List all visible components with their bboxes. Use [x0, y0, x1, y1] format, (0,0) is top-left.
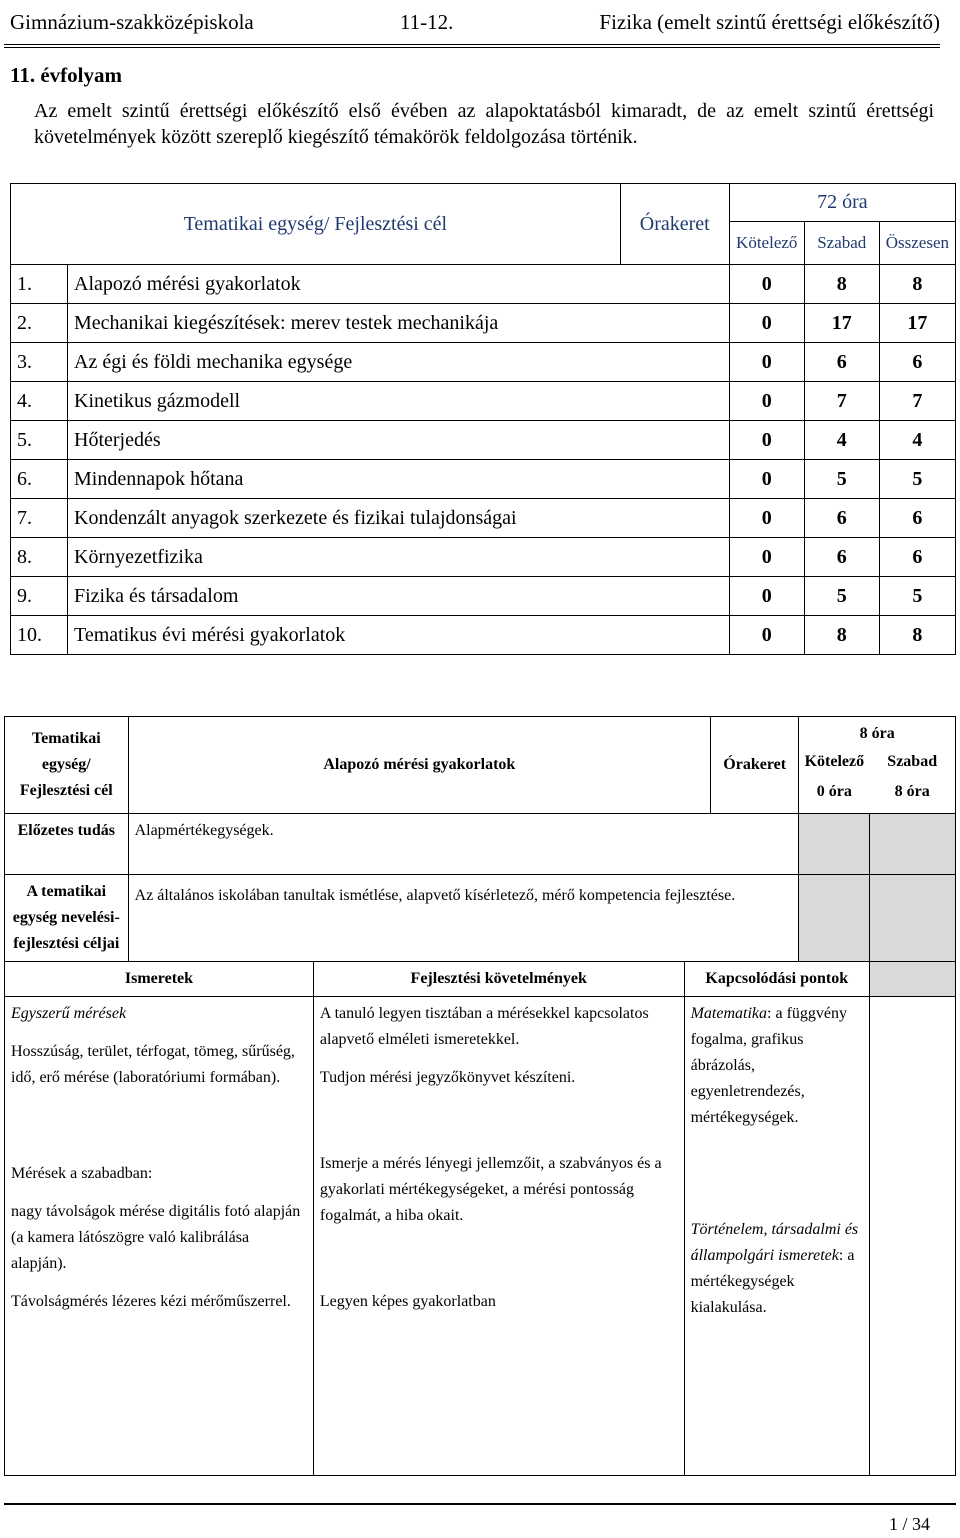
unit-required-hours: 0 óra — [799, 777, 870, 814]
intro-paragraph: Az emelt szintű érettségi előkészítő első évében az alapoktatásból kimaradt, de az emelt szintű érettségi követelmények között szereplő kiegészítő témakörök feldolgozása történik. — [34, 100, 934, 148]
header-course: Fizika (emelt szintű érettségi előkészítő) — [599, 9, 940, 34]
overview-row-required: 0 — [729, 538, 804, 577]
columns-header-row — [5, 962, 956, 997]
overview-row-num: 1. — [11, 265, 68, 304]
overview-row-name: Az égi és földi mechanika egysége — [68, 343, 730, 382]
overview-row-num: 7. — [11, 499, 68, 538]
block2-requirement-1: Ismerje a mérés lényegi jellemzőit, a szabványos és a gyakorlati mértékegységeket, a mérési pontosság fogalmát, a hiba okait. — [319, 1155, 662, 1224]
block2-knowledge-text-2: Távolságmérés lézeres kézi mérőműszerrel. — [11, 1293, 291, 1310]
overview-row-name: Fizika és társadalom — [68, 577, 730, 616]
overview-row-name: Mindennapok hőtana — [68, 460, 730, 499]
overview-row-free: 6 — [804, 343, 879, 382]
overview-row-free: 8 — [804, 616, 879, 655]
overview-row — [11, 382, 956, 421]
prior-label: Előzetes tudás — [5, 814, 129, 875]
col-requirements: Fejlesztési követelmények — [313, 962, 684, 997]
block2-requirement-2: Legyen képes gyakorlatban — [319, 1293, 496, 1310]
overview-table — [10, 183, 956, 655]
block1-knowledge-title: Egyszerű mérések — [11, 1005, 127, 1022]
overview-row-num: 5. — [11, 421, 68, 460]
overview-row-num: 10. — [11, 616, 68, 655]
overview-row-total: 6 — [879, 499, 955, 538]
overview-col-unit: Tematikai egység/ Fejlesztési cél — [11, 184, 621, 265]
overview-row-num: 6. — [11, 460, 68, 499]
overview-total-hours: 72 óra — [729, 184, 955, 222]
goals-text: Az általános iskolában tanultak ismétlése, alapvető kísérletező, mérő kompetencia fejlesztése. — [128, 875, 799, 962]
overview-row-name: Alapozó mérési gyakorlatok — [68, 265, 730, 304]
block2-connection — [691, 1217, 863, 1321]
prior-knowledge-row — [5, 814, 956, 875]
unit-free-label: Szabad — [869, 747, 955, 777]
overview-row — [11, 538, 956, 577]
block1-requirement-2: Tudjon mérési jegyzőkönyvet készíteni. — [319, 1069, 576, 1086]
overview-header-row — [11, 184, 956, 222]
overview-row — [11, 343, 956, 382]
overview-col-hours: Órakeret — [620, 184, 729, 265]
overview-row — [11, 304, 956, 343]
overview-row-required: 0 — [729, 421, 804, 460]
block2-connection-text: : a mértékegységek kialakulása. — [690, 1247, 855, 1316]
block2-knowledge-title: Mérések a szabadban: — [11, 1165, 153, 1182]
overview-row-free: 6 — [804, 538, 879, 577]
prior-gray-cell-2 — [869, 814, 955, 875]
overview-row-total: 5 — [879, 577, 955, 616]
overview-row — [11, 577, 956, 616]
overview-col-free: Szabad — [804, 222, 879, 265]
overview-col-total: Összesen — [879, 222, 955, 265]
requirements-cell — [313, 997, 684, 1476]
overview-row-name: Környezetfizika — [68, 538, 730, 577]
overview-row-required: 0 — [729, 460, 804, 499]
block2-connection-subject: Történelem, társadalmi és állampolgári ismeretek — [690, 1221, 859, 1264]
goals-gray-cell-2 — [869, 875, 955, 962]
overview-row — [11, 499, 956, 538]
overview-row-num: 8. — [11, 538, 68, 577]
overview-row-free: 5 — [804, 577, 879, 616]
overview-row-total: 7 — [879, 382, 955, 421]
overview-row-total: 6 — [879, 538, 955, 577]
overview-row-required: 0 — [729, 343, 804, 382]
page-header — [10, 0, 940, 44]
block2-knowledge-text-1: nagy távolságok mérése digitális fotó alapján (a kamera látószögre való kalibrálása alapján). — [11, 1203, 301, 1272]
unit-header-row — [5, 717, 956, 748]
content-empty-cell — [869, 997, 955, 1476]
col-connections: Kapcsolódási pontok — [684, 962, 869, 997]
year-title: 11. évfolyam — [10, 63, 122, 87]
overview-row-name: Kinetikus gázmodell — [68, 382, 730, 421]
block1-connection-subject: Matematika — [690, 1005, 768, 1022]
block1-requirement-1: A tanuló legyen tisztában a mérésekkel kapcsolatos alapvető elméleti ismeretekkel. — [319, 1005, 649, 1048]
header-rule-2 — [4, 47, 940, 48]
unit-hours-total: 8 óra — [799, 717, 956, 748]
overview-row — [11, 265, 956, 304]
overview-row — [11, 616, 956, 655]
overview-row-required: 0 — [729, 499, 804, 538]
overview-row-free: 17 — [804, 304, 879, 343]
overview-col-required: Kötelező — [729, 222, 804, 265]
overview-row-name: Tematikus évi mérési gyakorlatok — [68, 616, 730, 655]
header-school: Gimnázium-szakközépiskola — [10, 9, 254, 34]
goals-row — [5, 875, 956, 962]
overview-row-name: Mechanikai kiegészítések: merev testek mechanikája — [68, 304, 730, 343]
content-row — [5, 997, 956, 1476]
overview-row-required: 0 — [729, 265, 804, 304]
overview-row-free: 8 — [804, 265, 879, 304]
overview-row-num: 2. — [11, 304, 68, 343]
overview-row-name: Hőterjedés — [68, 421, 730, 460]
page-number: 1 / 34 — [888, 1514, 930, 1534]
overview-row-total: 17 — [879, 304, 955, 343]
unit-table — [4, 716, 956, 1476]
goals-gray-cell-1 — [799, 875, 870, 962]
block1-knowledge-text: Hosszúság, terület, térfogat, tömeg, sűrűség, idő, erő mérése (laboratóriumi formában). — [11, 1043, 295, 1086]
overview-row-required: 0 — [729, 304, 804, 343]
overview-row-free: 7 — [804, 382, 879, 421]
overview-row-required: 0 — [729, 577, 804, 616]
prior-text: Alapmértékegységek. — [128, 814, 799, 875]
connections-cell — [684, 997, 869, 1476]
goals-label: A tematikai egység nevelési-fejlesztési céljai — [5, 875, 129, 962]
overview-row-free: 4 — [804, 421, 879, 460]
overview-row-name: Kondenzált anyagok szerkezete és fizikai tulajdonságai — [68, 499, 730, 538]
overview-row-num: 9. — [11, 577, 68, 616]
knowledge-cell — [5, 997, 314, 1476]
unit-title: Alapozó mérési gyakorlatok — [128, 717, 711, 814]
overview-row-total: 4 — [879, 421, 955, 460]
header-grades: 11-12. — [399, 9, 454, 34]
overview-row-total: 8 — [879, 616, 955, 655]
prior-gray-cell-1 — [799, 814, 870, 875]
overview-row-required: 0 — [729, 616, 804, 655]
overview-row-num: 3. — [11, 343, 68, 382]
footer-rule — [4, 1503, 956, 1505]
unit-required-label: Kötelező — [804, 753, 865, 770]
block1-connection — [691, 1001, 863, 1131]
overview-row — [11, 460, 956, 499]
unit-label: Tematikai egység/ Fejlesztési cél — [5, 717, 129, 814]
overview-row-required: 0 — [729, 382, 804, 421]
overview-row-free: 5 — [804, 460, 879, 499]
overview-row-free: 6 — [804, 499, 879, 538]
overview-row — [11, 421, 956, 460]
columns-gray-cell — [869, 962, 955, 997]
overview-row-total: 5 — [879, 460, 955, 499]
unit-hours-label: Órakeret — [711, 717, 799, 814]
overview-row-total: 6 — [879, 343, 955, 382]
overview-row-total: 8 — [879, 265, 955, 304]
col-knowledge: Ismeretek — [5, 962, 314, 997]
header-rule — [4, 44, 940, 45]
block1-connection-text: : a függvény fogalma, grafikus ábrázolás, egyenletrendezés, mértékegységek. — [690, 1005, 847, 1126]
overview-row-num: 4. — [11, 382, 68, 421]
unit-free-hours: 8 óra — [869, 777, 955, 814]
